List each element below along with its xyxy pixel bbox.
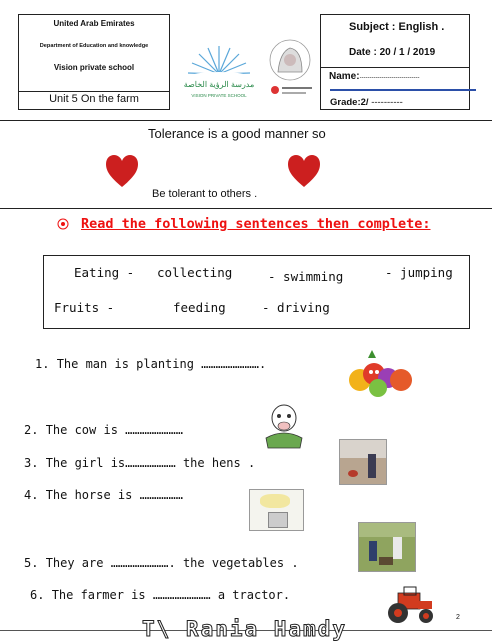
bullet-icon (57, 218, 69, 230)
date-value: 20 / 1 / 2019 (379, 47, 436, 58)
date-label: Date : (349, 47, 377, 58)
photo-sky (340, 440, 386, 458)
sentence-number: 4. (24, 488, 39, 502)
sentence-number: 1. (35, 357, 50, 371)
photo-person-1 (369, 541, 377, 561)
portrait-emblem-icon (262, 38, 318, 100)
horse-image (249, 489, 304, 531)
sentence-4 (24, 488, 183, 502)
sentence-text[interactable]: They are ……………………. the vegetables . (45, 556, 299, 570)
blue-rule (330, 89, 476, 91)
word-feeding: feeding (173, 300, 226, 315)
teacher-signature: T\ Rania Hamdy (142, 617, 348, 641)
school-info-box (18, 14, 170, 110)
vegetables-image (358, 522, 416, 572)
word-collecting: collecting (157, 265, 233, 280)
name-line[interactable] (329, 71, 420, 82)
word-fruits: Fruits - (54, 300, 115, 315)
subject (349, 21, 444, 33)
word-eating: Eating - (74, 265, 135, 280)
photo-girl (368, 454, 376, 478)
name-label: Name: (329, 71, 360, 82)
department: Department of Education and knowledge (39, 43, 149, 49)
grade-blank: ---------- (371, 97, 403, 108)
school-name: Vision private school (53, 63, 135, 72)
date (349, 47, 435, 58)
sentence-text[interactable]: The girl is………………… the hens . (45, 456, 256, 470)
sentence-text[interactable]: The man is planting ……………………. (56, 357, 267, 371)
tolerance-line-2: Be tolerant to others . (152, 188, 258, 200)
word-jumping: - jumping (385, 265, 453, 280)
photo-hen (348, 470, 358, 477)
word-driving: - driving (262, 300, 330, 315)
student-info-box (320, 14, 470, 110)
unit-divider (19, 91, 169, 92)
word-swimming: - swimming (268, 269, 344, 284)
photo-trees (359, 523, 415, 537)
tractor-image (384, 585, 440, 625)
sentence-number: 3. (24, 456, 39, 470)
sentence-number: 5. (24, 556, 39, 570)
section-divider-2 (0, 208, 492, 209)
sentence-1 (35, 357, 266, 371)
fruits-image (346, 348, 416, 398)
sentence-number: 6. (30, 588, 45, 602)
cow-image (262, 398, 306, 450)
sentence-number: 2. (24, 423, 39, 437)
sentence-text[interactable]: The cow is …………………… (45, 423, 183, 437)
sentence-text[interactable]: The farmer is …………………… a tractor. (51, 588, 291, 602)
year-of-tolerance-emblem (262, 38, 318, 100)
page-number: 2 (456, 614, 460, 621)
school-logo (180, 36, 258, 102)
name-blank: ------------------------------ (359, 75, 420, 81)
sentence-6 (30, 588, 290, 602)
section-divider-1 (0, 120, 492, 121)
photo-basket (379, 557, 393, 565)
photo-person-2 (393, 537, 402, 559)
girl-hens-image (339, 439, 387, 485)
sentence-text[interactable]: The horse is ……………… (45, 488, 183, 502)
sentence-3 (24, 456, 255, 470)
subject-value: : English . (391, 21, 445, 33)
tolerance-line-1: Tolerance is a good manner so (148, 126, 326, 141)
sentence-5 (24, 556, 299, 570)
instruction-title: Read the following sentences then complete: (81, 216, 431, 232)
sentence-2 (24, 423, 183, 437)
photo-box (268, 512, 288, 528)
grade-label: Grade:2/ (330, 97, 369, 108)
subject-label: Subject (349, 21, 389, 33)
name-divider-top (321, 67, 469, 68)
logo-english: VISION PRIVATE SCHOOL (191, 93, 247, 98)
photo-horse (260, 494, 290, 508)
heart-icon (106, 155, 138, 189)
grade-line[interactable] (330, 97, 403, 108)
country: United Arab Emirates (53, 19, 135, 28)
heart-icon (288, 155, 320, 189)
unit-title: Unit 5 On the farm (49, 93, 139, 105)
logo-arabic: مدرسة الرؤية الخاصة (183, 80, 255, 89)
